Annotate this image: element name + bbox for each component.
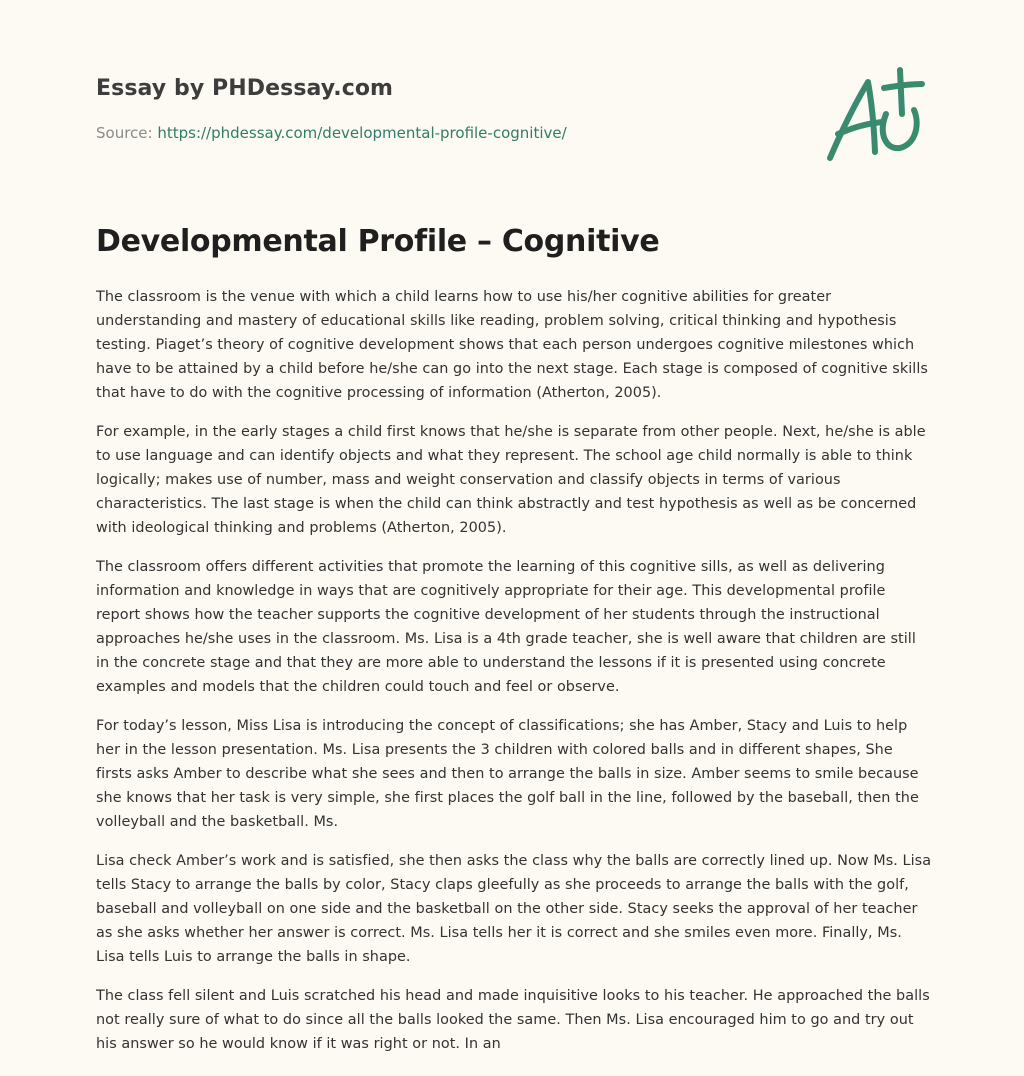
a-plus-grade-icon: [820, 64, 930, 168]
source-label: Source:: [96, 124, 158, 142]
essay-paragraph: For today’s lesson, Miss Lisa is introducing the concept of classifications; she has Amber, Stacy and Luis to help her in the lesson presentation. Ms. Lisa presents the 3 children with colored balls and in different shapes, She firsts asks Amber to describe what she sees and then to arrange the balls in size. Amber seems to smile because she knows that her task is very simple, she first places the golf ball in the line, followed by the baseball, then the volleyball and the basketball. Ms.: [96, 718, 919, 830]
source-link[interactable]: https://phdessay.com/developmental-profile-cognitive/: [157, 124, 567, 142]
source-line: [96, 124, 567, 142]
essay-paragraph: The classroom offers different activities that promote the learning of this cognitive sills, as well as delivering information and knowledge in ways that are cognitively appropriate for their age. This developmental profile report shows how the teacher supports the cognitive development of her students through the instructional approaches he/she uses in the classroom. Ms. Lisa is a 4th grade teacher, she is well aware that children are still in the concrete stage and that they are more able to understand the lessons if it is presented using concrete examples and models that the children could touch and feel or observe.: [96, 559, 916, 695]
essay-paragraph: For example, in the early stages a child first knows that he/she is separate from other people. Next, he/she is able to use language and can identify objects and what they represent. The school age child normally is able to think logically; makes use of number, mass and weight conservation and classify objects in terms of various characteristics. The last stage is when the child can think abstractly and test hypothesis as well as be concerned with ideological thinking and problems (Atherton, 2005).: [96, 424, 926, 536]
site-brand: Essay by PHDessay.com: [96, 76, 394, 101]
essay-paragraph: The classroom is the venue with which a child learns how to use his/her cognitive abilities for greater understanding and mastery of educational skills like reading, problem solving, critical thinking and hypothesis testing. Piaget’s theory of cognitive development shows that each person undergoes cognitive milestones which have to be attained by a child before he/she can go into the next stage. Each stage is composed of cognitive skills that have to do with the cognitive processing of information (Atherton, 2005).: [96, 289, 928, 401]
essay-paragraph: The class fell silent and Luis scratched his head and made inquisitive looks to his teacher. He approached the balls not really sure of what to do since all the balls looked the same. Then Ms. Lisa encouraged him to go and try out his answer so he would know if it was right or not. In an: [96, 988, 930, 1052]
essay-paragraph: Lisa check Amber’s work and is satisfied, she then asks the class why the balls are correctly lined up. Now Ms. Lisa tells Stacy to arrange the balls by color, Stacy claps gleefully as she proceeds to arrange the balls with the golf, baseball and volleyball on one side and the basketball on the other side. Stacy seeks the approval of her teacher as she asks whether her answer is correct. Ms. Lisa tells her it is correct and she smiles even more. Finally, Ms. Lisa tells Luis to arrange the balls in shape.: [96, 853, 932, 965]
essay-title: Developmental Profile – Cognitive: [96, 224, 660, 259]
essay-body: [96, 285, 932, 1071]
